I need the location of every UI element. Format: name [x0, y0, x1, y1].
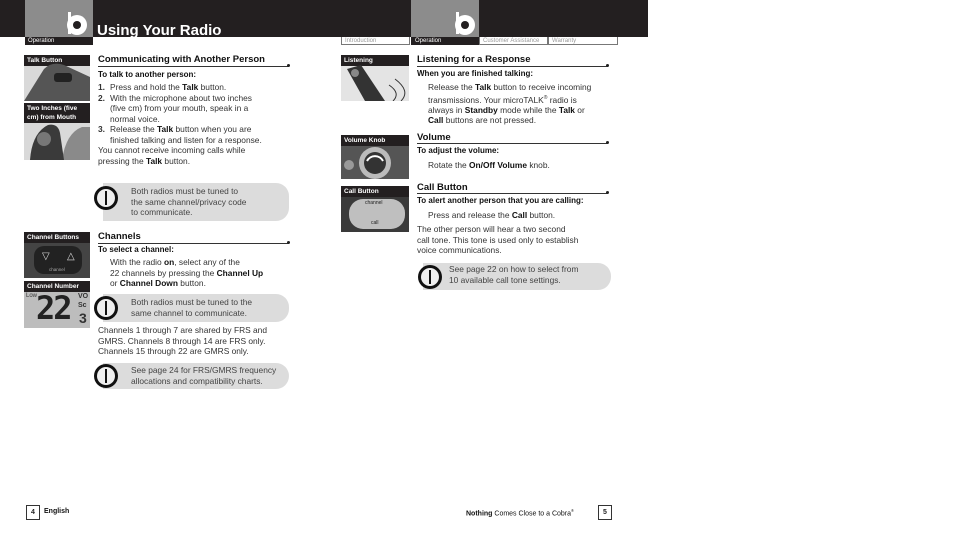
lcd-channel-digits: 22 — [36, 289, 71, 327]
photo-caption: Listening — [341, 55, 409, 66]
section-subtitle: To select a channel: — [98, 245, 174, 254]
lcd-low-label: Low — [26, 293, 38, 299]
channel-down-icon: ▽ — [42, 251, 50, 262]
photo-caption: Channel Buttons — [24, 232, 90, 243]
tab-warranty[interactable]: Warranty — [548, 37, 618, 45]
instruction-steps: 1. Press and hold the Talk button. 2. With the microphone about two inches (five cm) from your mouth, speak in a normal voice. 3. Release the Talk button when you are finished talking and listen for a response. You cannot receive incoming calls while pressing the Talk button. — [98, 82, 262, 166]
section-rule — [98, 66, 289, 67]
photo-caption: Two Inches (five cm) from Mouth — [24, 103, 90, 123]
note-icon — [94, 186, 118, 210]
section-subtitle: To talk to another person: — [98, 70, 197, 79]
instruction-text: Rotate the On/Off Volume knob. — [428, 160, 550, 170]
instruction-text: Release the Talk button to receive incoming transmissions. Your microTALK® radio is always in Standby mode while the Talk or Call buttons are not pressed. — [428, 82, 592, 126]
section-title: Volume — [417, 132, 451, 143]
channel-number-photo — [24, 281, 90, 328]
section-subtitle: To alert another person that you are calling: — [417, 196, 584, 205]
volume-knob-photo — [341, 135, 409, 179]
section-rule — [417, 143, 608, 144]
listening-photo — [341, 55, 409, 101]
note-icon — [94, 296, 118, 320]
instruction-text: Press and release the Call button. — [428, 210, 556, 220]
section-label: Operation — [25, 37, 93, 45]
page-title: Using Your Radio — [97, 22, 222, 39]
mouth-distance-photo — [24, 103, 90, 160]
call-info-text: The other person will hear a two second call tone. This tone is used only to establish voice communications. — [417, 224, 579, 255]
footer-language: English — [44, 508, 70, 515]
section-rule — [417, 193, 608, 194]
note-text: Both radios must be tuned to the same channel to communicate. — [131, 297, 253, 318]
bullet-icon — [287, 241, 290, 244]
page-number-right: 5 — [598, 505, 612, 520]
lcd-label: VO — [78, 293, 89, 300]
note-icon — [94, 364, 118, 388]
tab-customer-assistance[interactable]: Customer Assistance — [479, 37, 548, 45]
photo-caption: Call Button — [341, 186, 409, 197]
photo-caption: Talk Button — [24, 55, 90, 66]
channel-info-text: Channels 1 through 7 are shared by FRS and GMRS. Channels 8 through 14 are FRS only. Channels 15 through 22 are GMRS only. — [98, 325, 268, 356]
call-label: call — [371, 220, 379, 226]
lcd-label: Sc — [78, 302, 87, 309]
volume-knob-icon — [341, 135, 409, 179]
section-title: Communicating with Another Person — [98, 54, 265, 65]
footer-tagline: Nothing Comes Close to a Cobra® — [466, 508, 574, 518]
note-icon — [418, 265, 442, 289]
section-rule — [98, 243, 289, 244]
radio-listening-icon — [341, 55, 409, 101]
section-title: Listening for a Response — [417, 54, 531, 65]
cobra-logo-icon — [451, 10, 477, 36]
call-button-photo — [341, 186, 409, 232]
bullet-icon — [606, 64, 609, 67]
note-text: See page 22 on how to select from 10 available call tone settings. — [449, 264, 579, 285]
section-subtitle: To adjust the volume: — [417, 146, 500, 155]
cobra-logo-icon — [63, 10, 89, 36]
section-subtitle: When you are finished talking: — [417, 69, 534, 78]
radio-side-icon — [24, 55, 90, 101]
channel-label: channel — [365, 200, 383, 206]
channel-label: channel — [49, 267, 65, 272]
talk-button-photo — [24, 55, 90, 101]
section-rule — [417, 66, 608, 67]
bullet-icon — [606, 191, 609, 194]
channel-buttons-photo — [24, 232, 90, 278]
page-number-left: 4 — [26, 505, 40, 520]
instruction-text: With the radio on, select any of the 22 channels by pressing the Channel Up or Channel Down button. — [110, 257, 264, 288]
tab-operation[interactable]: Operation — [411, 37, 479, 45]
photo-caption: Volume Knob — [341, 135, 409, 146]
bullet-icon — [287, 64, 290, 67]
lcd-label: 3 — [79, 310, 87, 326]
note-text: Both radios must be tuned to the same channel/privacy code to communicate. — [131, 186, 247, 217]
photo-caption: Channel Number — [24, 281, 90, 292]
bullet-icon — [606, 141, 609, 144]
section-title: Call Button — [417, 182, 468, 193]
tab-introduction[interactable]: Introduction — [341, 37, 410, 45]
face-radio-icon — [24, 103, 90, 160]
channel-up-icon: △ — [67, 251, 75, 262]
section-title: Channels — [98, 231, 141, 242]
note-text: See page 24 for FRS/GMRS frequency allocations and compatibility charts. — [131, 365, 277, 386]
